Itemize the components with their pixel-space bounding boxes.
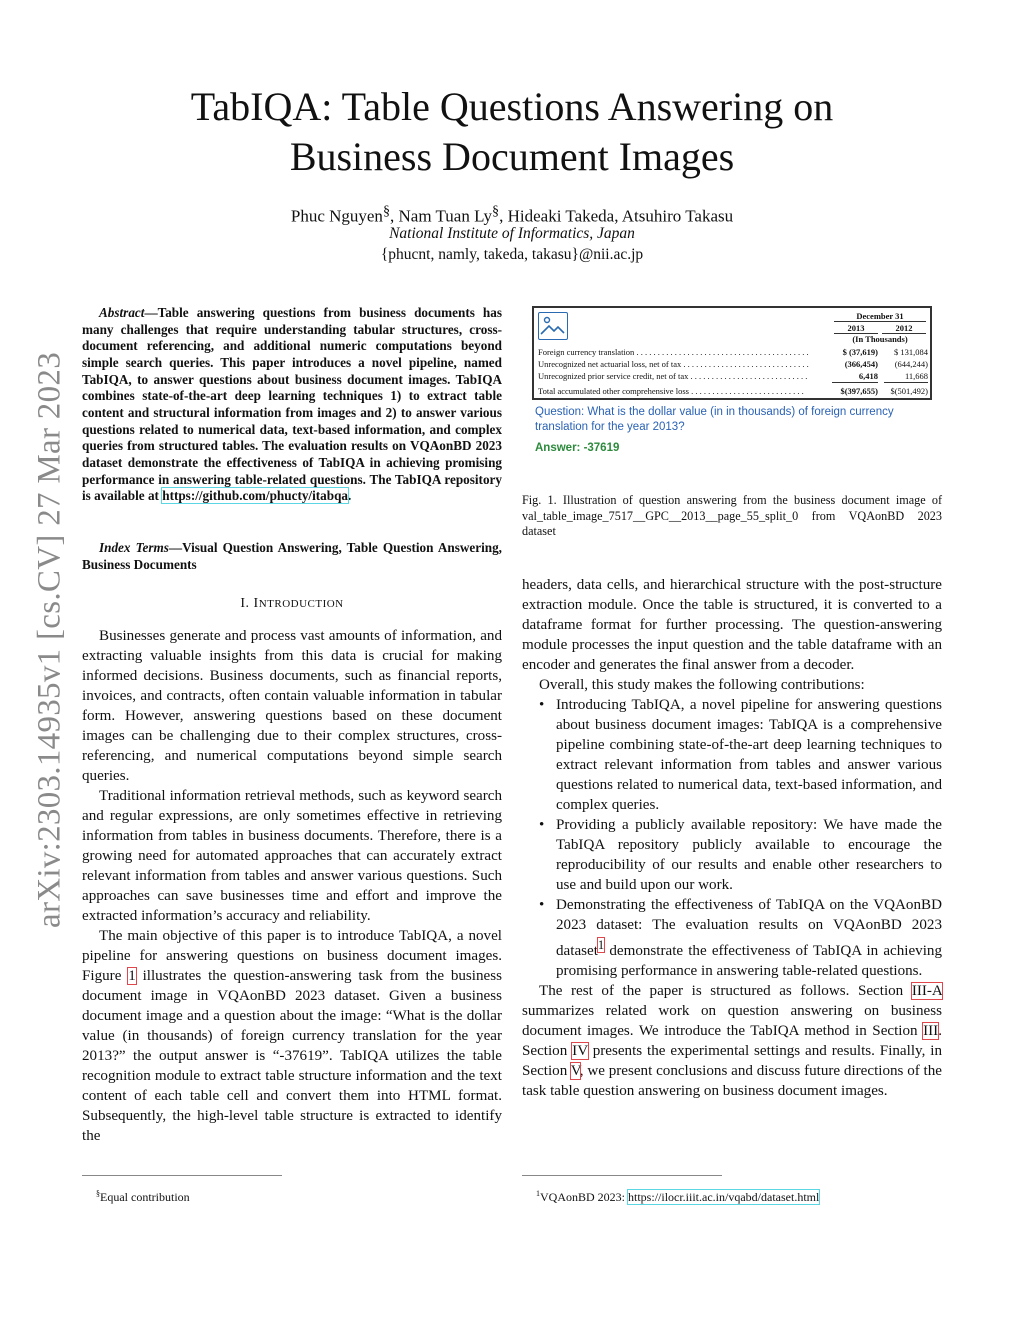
footnote-1-ref[interactable]: 1 bbox=[597, 938, 605, 952]
col2-paragraph-2: Overall, this study makes the following contributions: bbox=[539, 677, 865, 693]
contribution-item-1: • Introducing TabIQA, a novel pipeline for answering questions about business document images: TabIQA is a comprehensive pipeline combining state-of-the-art deep learning techniques to extract relevant information from tables and answer various questions related to numerical data, text-based information, and complex queries. bbox=[556, 695, 942, 815]
p3-text-a: The rest of the paper is structured as follows. Section bbox=[539, 983, 912, 1000]
item3-text-b: demonstrate the effectiveness of TabIQA in achieving promising performance in answering table-related questions. bbox=[556, 943, 942, 980]
row-value-2012: $(501,492) bbox=[890, 386, 928, 396]
col2-paragraph-3 bbox=[522, 981, 942, 1101]
footnote-mark: § bbox=[96, 1189, 100, 1198]
image-icon bbox=[538, 312, 568, 340]
figure-1-caption: Fig. 1. Illustration of question answering from the business document image of val_table_image_7517__GPC__2013__page_55_split_0 from VQAonBD 2023 dataset bbox=[522, 493, 942, 538]
figure-question: Question: What is the dollar value (in in thousands) of foreign currency translation for the year 2013? bbox=[535, 406, 894, 433]
abstract bbox=[82, 305, 502, 505]
footnote-rule bbox=[82, 1175, 282, 1177]
figure-1-ref[interactable]: 1 bbox=[128, 968, 136, 984]
p3-text-d: presents the experimental settings and results. Finally, in Section bbox=[522, 1043, 942, 1080]
figure-1-table-image bbox=[532, 306, 932, 400]
table-row bbox=[538, 370, 928, 382]
p3-text-e: , we present conclusions and discuss future directions of the task table question answering on business document images. bbox=[522, 1063, 942, 1100]
abstract-label: Abstract bbox=[99, 305, 145, 320]
table-header-2012: 2012 bbox=[882, 323, 926, 334]
index-terms-text: —Visual Question Answering, Table Question Answering, Business Documents bbox=[82, 540, 502, 572]
contribution-list bbox=[522, 695, 942, 981]
section-5-ref[interactable]: V bbox=[570, 1063, 580, 1080]
table-header-date: December 31 bbox=[834, 311, 926, 322]
equal-contrib-mark: § bbox=[492, 203, 500, 219]
row-value-2013: $ (37,619) bbox=[842, 347, 878, 357]
row-label: Unrecognized net actuarial loss, net of tax . . . . . . . . . . . . . . . . . . . . . . . . . . . . . . bbox=[538, 359, 809, 369]
item3-text-a: Demonstrating the effectiveness of TabIQA on the VQAonBD 2023 dataset: The evaluation results on VQAonBD 2023 dataset bbox=[556, 897, 942, 960]
row-value-2013: 6,418 bbox=[832, 370, 878, 383]
row-value-2012: 11,668 bbox=[884, 370, 928, 383]
author-1: Phuc Nguyen bbox=[290, 206, 383, 226]
section-3-ref[interactable]: III bbox=[923, 1023, 939, 1040]
section-heading-introduction bbox=[82, 596, 502, 612]
intro-paragraph-3 bbox=[82, 926, 502, 1146]
intro-paragraph-1: Businesses generate and process vast amounts of information, and extracting valuable insights from this data is crucial for making informed decisions. Business documents, such as financial reports, invoices, and contracts, often contain valuable information in tabular form. However, answering questions based on these document images can be challenging due to their complex structures, cross-referencing, and numerical computations beyond simple search queries. bbox=[82, 628, 502, 784]
footnote-dataset bbox=[536, 1186, 936, 1205]
figure-answer: Answer: -37619 bbox=[535, 442, 620, 454]
footnote-text: VQAonBD 2023: bbox=[540, 1190, 629, 1204]
row-value-2012: (644,244) bbox=[894, 359, 928, 369]
paper-title bbox=[112, 82, 912, 182]
affiliation: National Institute of Informatics, Japan bbox=[389, 225, 635, 242]
index-terms bbox=[82, 540, 502, 573]
table-header-2013: 2013 bbox=[834, 323, 878, 334]
section-number: I. bbox=[240, 596, 254, 611]
section-title-rest: NTRODUCTION bbox=[258, 598, 344, 610]
section-3a-ref[interactable]: III-A bbox=[911, 983, 942, 1000]
title-line-2: Business Document Images bbox=[289, 134, 735, 179]
footnote-mark: 1 bbox=[536, 1189, 540, 1198]
footnote-text: Equal contribution bbox=[100, 1190, 190, 1204]
index-terms-label: Index Terms bbox=[99, 540, 169, 555]
author-emails: {phucnt, namly, takeda, takasu}@nii.ac.jp bbox=[380, 246, 644, 263]
table-unit: (In Thousands) bbox=[852, 334, 908, 344]
footnote-equal-contribution bbox=[96, 1186, 496, 1205]
row-value-2012: $ 131,084 bbox=[894, 347, 928, 357]
arxiv-id: arXiv:2303.14935v1 [cs.CV] 27 Mar 2023 bbox=[31, 352, 68, 928]
table-row bbox=[538, 346, 928, 358]
row-label: Total accumulated other comprehensive loss . . . . . . . . . . . . . . . . . . . . . . . . . . . bbox=[538, 386, 804, 396]
equal-contrib-mark: § bbox=[382, 203, 391, 219]
footnote-rule bbox=[522, 1175, 722, 1177]
dataset-link[interactable]: https://ilocr.iiit.ac.in/vqabd/dataset.html bbox=[628, 1190, 820, 1204]
contribution-item-3 bbox=[556, 895, 942, 981]
intro-paragraph-2: Traditional information retrieval methods, such as keyword search and regular expressions, are only sometimes effective in retrieving information from tables in business documents. Therefore, there is a growing need for automated approaches that can accurately extract relevant information from tables and answer various questions. Such approaches can save businesses time and effort and improve the extracted information’s accuracy and reliability. bbox=[82, 788, 502, 924]
abstract-text: —Table answering questions from business documents has many challenges that require understanding tabular structures, cross-document referencing, and additional numeric computations beyond simple search queries. This paper introduces a novel pipeline, named TabIQA, to answer questions about business document images. TabIQA combines state-of-the-art deep learning techniques 1) to extract table content and structural information from images and 2) to answer various questions related to numerical data, text-based information, and complex queries from structured tables. The evaluation results on VQAonBD 2023 dataset demonstrate the effectiveness of TabIQA in achieving promising performance in answering table-related questions. The TabIQA repository is available at bbox=[82, 305, 502, 504]
column-left-body bbox=[82, 626, 502, 1146]
row-value-2013: (366,454) bbox=[844, 359, 878, 369]
row-value-2013: $(397,655) bbox=[840, 386, 878, 396]
row-label: Unrecognized prior service credit, net of tax . . . . . . . . . . . . . . . . . . . . . . . . . . . . bbox=[538, 371, 808, 381]
p3-text-b: summarizes related work on question answering on business document images. We introduce the TabIQA method in Section bbox=[522, 1003, 942, 1040]
section-initial: I bbox=[253, 596, 259, 611]
column-right-body bbox=[522, 575, 942, 1101]
col2-paragraph-1: headers, data cells, and hierarchical structure with the post-structure extraction module. Once the table is structured, it is converted to a dataframe format for further processing. The question-answering module processes the input question and the table dataframe with an encoder and generates the final answer from a decoder. bbox=[522, 577, 942, 673]
row-label: Foreign currency translation . . . . . . . . . . . . . . . . . . . . . . . . . . . . . . . . . . . . . . . . . bbox=[538, 347, 809, 357]
table-row bbox=[538, 385, 928, 397]
author-list: Phuc Nguyen§, Nam Tuan Ly§, Hideaki Takeda, Atsuhiro Takasu bbox=[290, 203, 734, 226]
section-4-ref[interactable]: IV bbox=[572, 1043, 588, 1060]
p3-text-a: The main objective of this paper is to introduce TabIQA, a novel pipeline for answering questions on business document images. Figure bbox=[82, 928, 502, 984]
repository-link[interactable]: https://github.com/phucty/itabqa bbox=[162, 488, 348, 504]
author-2: Nam Tuan Ly bbox=[398, 206, 493, 226]
arxiv-side-label bbox=[20, 330, 80, 950]
contribution-item-2: • Providing a publicly available repository: We have made the TabIQA repository publicly available to encourage the reproducibility of our results and enable other researchers to use and build upon our work. bbox=[556, 815, 942, 895]
abstract-end: . bbox=[348, 488, 352, 504]
author-3-4: Hideaki Takeda, Atsuhiro Takasu bbox=[507, 206, 734, 226]
table-row bbox=[538, 358, 928, 370]
p3-text-b: illustrates the question-answering task from the business document image in VQAonBD 2023 dataset. Given a business document image and a question about the image: “What is the dollar value (in thousands) of foreign currency translation for the year 2013?” the output answer is “-37619”. TabIQA utilizes the table recognition module to extract table structure information and the text content of each table cell and convert them into HTML format. Subsequently, the high-level table structure is extracted to identify the bbox=[82, 968, 502, 1144]
title-line-1: TabIQA: Table Questions Answering on bbox=[190, 84, 834, 129]
p3-text-c: . Section bbox=[522, 1023, 942, 1060]
